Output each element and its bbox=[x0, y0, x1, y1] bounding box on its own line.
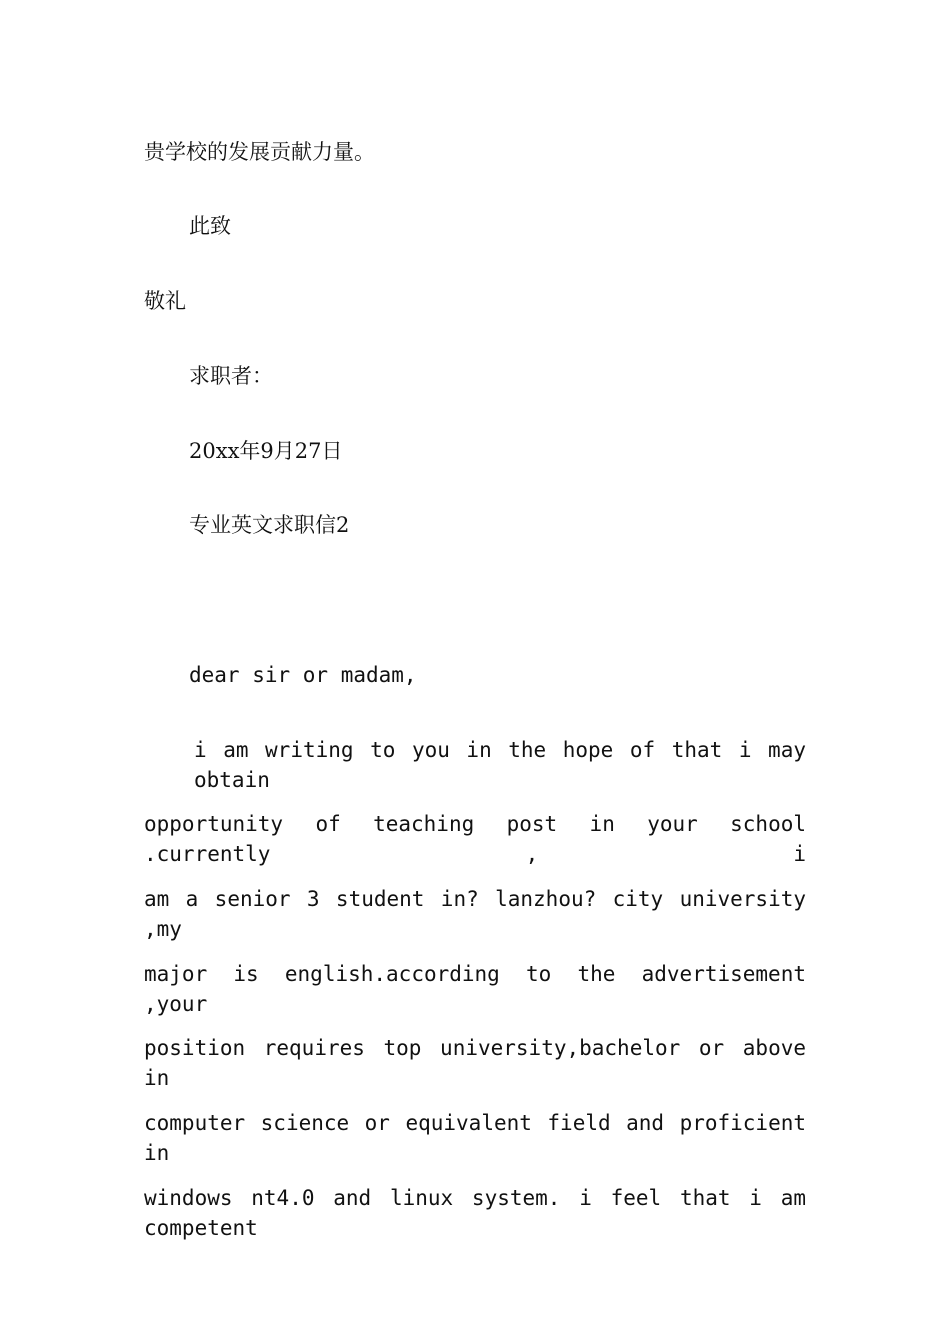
body-line: i am writing to you in the hope of that i may obtain bbox=[194, 738, 806, 792]
body-line: major is english.according to the advertisement ,your bbox=[144, 962, 806, 1016]
body-line: computer science or equivalent field and proficient in bbox=[144, 1111, 806, 1165]
applicant-label: 求职者： bbox=[189, 364, 273, 388]
section-heading: 专业英文求职信2 bbox=[189, 513, 350, 537]
closing-sentence: 贵学校的发展贡献力量。 bbox=[144, 140, 375, 164]
salutation-close: 此致 bbox=[189, 214, 231, 238]
body-line: opportunity of teaching post in your school .currently , i bbox=[144, 812, 806, 866]
body-line: windows nt4.0 and linux system. i feel that i am competent bbox=[144, 1186, 806, 1240]
letter-date: 20xx年9月27日 bbox=[189, 439, 343, 463]
greeting: dear sir or madam, bbox=[189, 663, 417, 687]
body-line: am a senior 3 student in? lanzhou? city university ,my bbox=[144, 887, 806, 941]
body-line: position requires top university,bachelor or above in bbox=[144, 1036, 806, 1090]
regards: 敬礼 bbox=[144, 289, 186, 313]
